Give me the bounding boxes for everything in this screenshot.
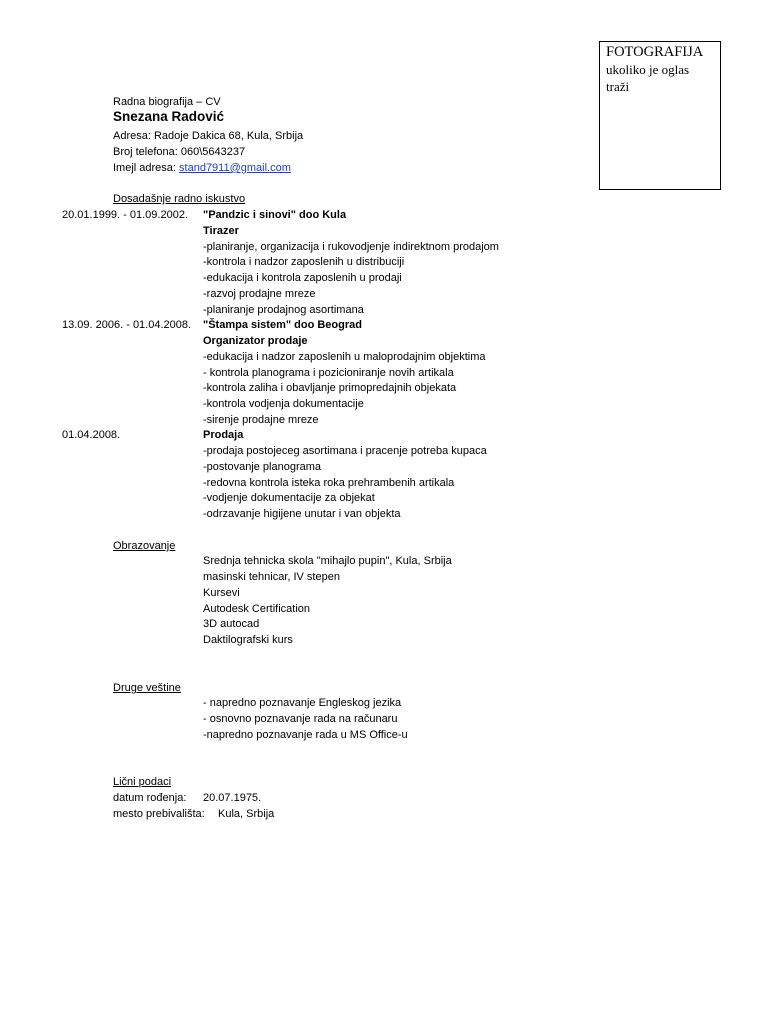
job-duty: -prodaja postojeceg asortimana i pracenje potreba kupaca — [203, 445, 487, 457]
job-dates: 01.04.2008. — [62, 429, 121, 441]
job-role: Tirazer — [203, 225, 239, 237]
education-line: Srednja tehnicka skola "mihajlo pupin", Kula, Srbija — [203, 555, 452, 567]
job-duty: -sirenje prodajne mreze — [203, 414, 319, 426]
skills-heading: Druge veštine — [113, 682, 181, 694]
education-line: Daktilografski kurs — [203, 634, 293, 646]
email-label: Imejl adresa: — [113, 162, 180, 174]
place-label: mesto prebivališta: — [113, 808, 205, 820]
person-name: Snezana Radović — [113, 109, 225, 124]
job-duty: -kontrola i nadzor zaposlenih u distribuciji — [203, 256, 405, 268]
photo-title: FOTOGRAFIJA — [606, 44, 704, 60]
education-line: masinski tehnicar, IV stepen — [203, 571, 340, 583]
job-dates: 20.01.1999. - 01.09.2002. — [62, 209, 188, 221]
job-role: Organizator prodaje — [203, 335, 308, 347]
job-duty: -razvoj prodajne mreze — [203, 288, 316, 300]
birth-label: datum rođenja: — [113, 792, 187, 804]
job-duty: -postovanje planograma — [203, 461, 322, 473]
skill-line: - osnovno poznavanje rada na računaru — [203, 713, 398, 725]
job-duty: -edukacija i kontrola zaposlenih u prodaji — [203, 272, 402, 284]
job-duty: - kontrola planograma i pozicioniranje novih artikala — [203, 367, 454, 379]
job-role: Prodaja — [203, 429, 244, 441]
place-value: Kula, Srbija — [218, 808, 275, 820]
job-dates: 13.09. 2006. - 01.04.2008. — [62, 319, 192, 331]
education-line: Autodesk Certification — [203, 603, 310, 615]
job-company: "Pandzic i sinovi" doo Kula — [203, 209, 347, 221]
job-duty: -odrzavanje higijene unutar i van objekta — [203, 508, 401, 520]
job-duty: -vodjenje dokumentacije za objekat — [203, 492, 375, 504]
experience-heading: Dosadašnje radno iskustvo — [113, 193, 246, 205]
job-duty: -redovna kontrola isteka roka prehrambenih artikala — [203, 477, 455, 489]
doc-title: Radna biografija – CV — [113, 96, 221, 108]
education-heading: Obrazovanje — [113, 540, 176, 552]
phone: Broj telefona: 060\5643237 — [113, 146, 246, 158]
job-duty: -planiranje, organizacija i rukovodjenje indirektnom prodajom — [203, 241, 499, 253]
personal-heading: Lični podaci — [113, 776, 172, 788]
photo-placeholder-box — [599, 41, 721, 190]
job-company: "Štampa sistem" doo Beograd — [203, 319, 362, 331]
birth-value: 20.07.1975. — [203, 792, 262, 804]
education-line: 3D autocad — [203, 618, 260, 630]
address: Adresa: Radoje Dakica 68, Kula, Srbija — [113, 130, 304, 142]
skill-line: - napredno poznavanje Engleskog jezika — [203, 697, 402, 709]
education-line: Kursevi — [203, 587, 240, 599]
job-duty: -kontrola vodjenja dokumentacije — [203, 398, 364, 410]
job-duty: -edukacija i nadzor zaposlenih u maloprodajnim objektima — [203, 351, 486, 363]
email-row — [113, 161, 291, 175]
job-duty: -planiranje prodajnog asortimana — [203, 304, 364, 316]
skill-line: -napredno poznavanje rada u MS Office-u — [203, 729, 408, 741]
photo-subtitle: ukoliko je oglas traži — [606, 62, 690, 94]
job-duty: -kontrola zaliha i obavljanje primopredajnih objekata — [203, 382, 457, 394]
email-link[interactable]: stand7911@gmail.com — [179, 162, 291, 174]
